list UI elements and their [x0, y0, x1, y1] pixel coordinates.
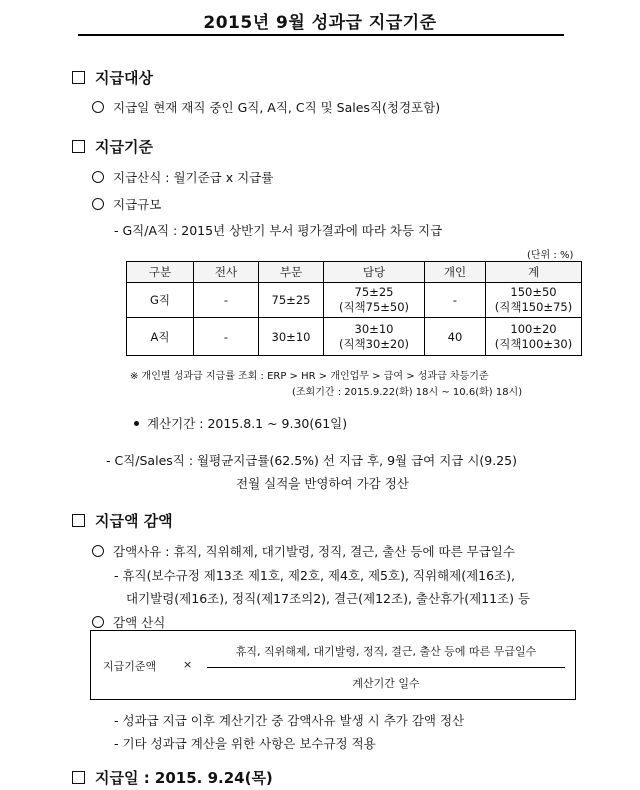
lookup-note: ※ 개인별 성과급 지급률 조회 : ERP > HR > 개인업무 > 급여 > 성과급 차등기준 [130, 371, 489, 382]
formula-text: 지급산식 : 월기준급 x 지급률 [113, 170, 274, 185]
fraction-line [207, 667, 565, 668]
section-heading-text: 지급대상 [95, 69, 153, 87]
table-cell: A직 [127, 318, 194, 356]
checkbox-square-icon [72, 514, 85, 527]
reduction-reason-text: 감액사유 : 휴직, 직위해제, 대기발령, 정직, 결근, 출산 등에 따른 무급일수 [113, 544, 515, 559]
checkbox-square-icon [72, 140, 85, 153]
c-sales-rule-line1: - C직/Sales직 : 월평균지급률(62.5%) 선 지급 후, 9월 급여 지급 시(9.25) [106, 453, 517, 468]
page-title: 2015년 9월 성과급 지급기준 [203, 13, 437, 33]
cell-line: 100±20 [510, 321, 557, 336]
table-row [127, 283, 582, 318]
circle-bullet-icon [92, 101, 104, 113]
calc-period-text: 계산기간 : 2015.8.1 ~ 9.30(61일) [147, 416, 348, 431]
circle-bullet-icon [92, 171, 104, 183]
checkbox-square-icon [72, 71, 85, 84]
section-heading-text: 지급기준 [95, 138, 153, 156]
eligibility-text: 지급일 현재 재직 중인 G직, A직, C직 및 Sales직(청경포함) [113, 100, 441, 115]
cell-line: 75±25 [354, 285, 394, 299]
formula-base-amount: 지급기준액 [103, 660, 157, 673]
table-header: 계 [486, 262, 582, 283]
table-cell [324, 283, 425, 318]
table-cell: 30±10 [259, 318, 324, 356]
section-payday-heading [72, 767, 273, 788]
circle-bullet-icon [92, 198, 104, 210]
table-cell: - [194, 318, 259, 356]
reduction-formula-item [92, 613, 165, 631]
cell-line: 150±50 [510, 285, 557, 299]
section-reduction-heading [72, 510, 173, 531]
formula-denominator: 계산기간 일수 [352, 677, 420, 690]
formula-numerator: 휴직, 직위해제, 대기발령, 정직, 결근, 출산 등에 따른 무급일수 [235, 645, 537, 658]
table-header: 부문 [259, 262, 324, 283]
ga-rule-text: - G직/A직 : 2015년 상반기 부서 평가결과에 따라 차등 지급 [114, 223, 443, 238]
cell-line: (직책30±20) [338, 336, 410, 351]
lookup-period-note: (조회기간 : 2015.9.22(화) 18시 ~ 10.6(화) 18시) [292, 387, 523, 398]
table-header: 전사 [194, 262, 259, 283]
c-sales-rule-line2: 전월 실적을 반영하여 가감 정산 [236, 476, 409, 491]
reduction-detail-line1: - 휴직(보수규정 제13조 제1호, 제2호, 제4호, 제5호), 직위해제(제16조), [114, 568, 515, 583]
table-cell: G직 [127, 283, 194, 318]
section-criteria-heading [72, 136, 153, 157]
eligibility-item [92, 98, 440, 116]
reduction-formula-box [90, 630, 576, 700]
reduction-reason-item [92, 542, 515, 560]
checkbox-square-icon [72, 771, 85, 784]
reduction-detail-line2: 대기발령(제16조), 정직(제17조의2), 결근(제12조), 출산휴가(제11조) 등 [126, 591, 531, 606]
formula-item [92, 168, 273, 186]
table-header: 구분 [127, 262, 194, 283]
post-payment-note: - 성과급 지급 이후 계산기간 중 감액사유 발생 시 추가 감액 정산 [114, 713, 465, 728]
table-cell: - [194, 283, 259, 318]
section-heading-text: 지급액 감액 [95, 512, 173, 530]
table-header: 담당 [324, 262, 425, 283]
rate-table [126, 261, 582, 356]
title-underline [78, 34, 564, 36]
table-cell [324, 318, 425, 356]
other-rules-note: - 기타 성과급 계산을 위한 사항은 보수규정 적용 [114, 736, 376, 751]
cell-line: (직책100±30) [494, 336, 573, 351]
table-cell: - [425, 283, 486, 318]
section-heading-text: 지급일 : 2015. 9.24(목) [95, 769, 273, 787]
table-cell [486, 283, 582, 318]
section-eligibility-heading [72, 67, 153, 88]
table-cell: 75±25 [259, 283, 324, 318]
calc-period-item [134, 414, 347, 432]
unit-label: (단위 : %) [527, 250, 574, 261]
reduction-formula-label: 감액 산식 [113, 615, 166, 630]
scale-item [92, 195, 161, 213]
table-header: 개인 [425, 262, 486, 283]
multiply-icon: × [183, 658, 193, 671]
cell-line: (직책75±50) [338, 300, 410, 314]
cell-line: 30±10 [354, 321, 394, 336]
table-cell: 40 [425, 318, 486, 356]
circle-bullet-icon [92, 545, 104, 557]
table-header-row [127, 262, 582, 283]
cell-line: (직책150±75) [494, 300, 573, 314]
dot-bullet-icon [134, 421, 139, 426]
table-row [127, 318, 582, 356]
circle-bullet-icon [92, 616, 104, 628]
scale-text: 지급규모 [113, 197, 162, 212]
table-cell [486, 318, 582, 356]
